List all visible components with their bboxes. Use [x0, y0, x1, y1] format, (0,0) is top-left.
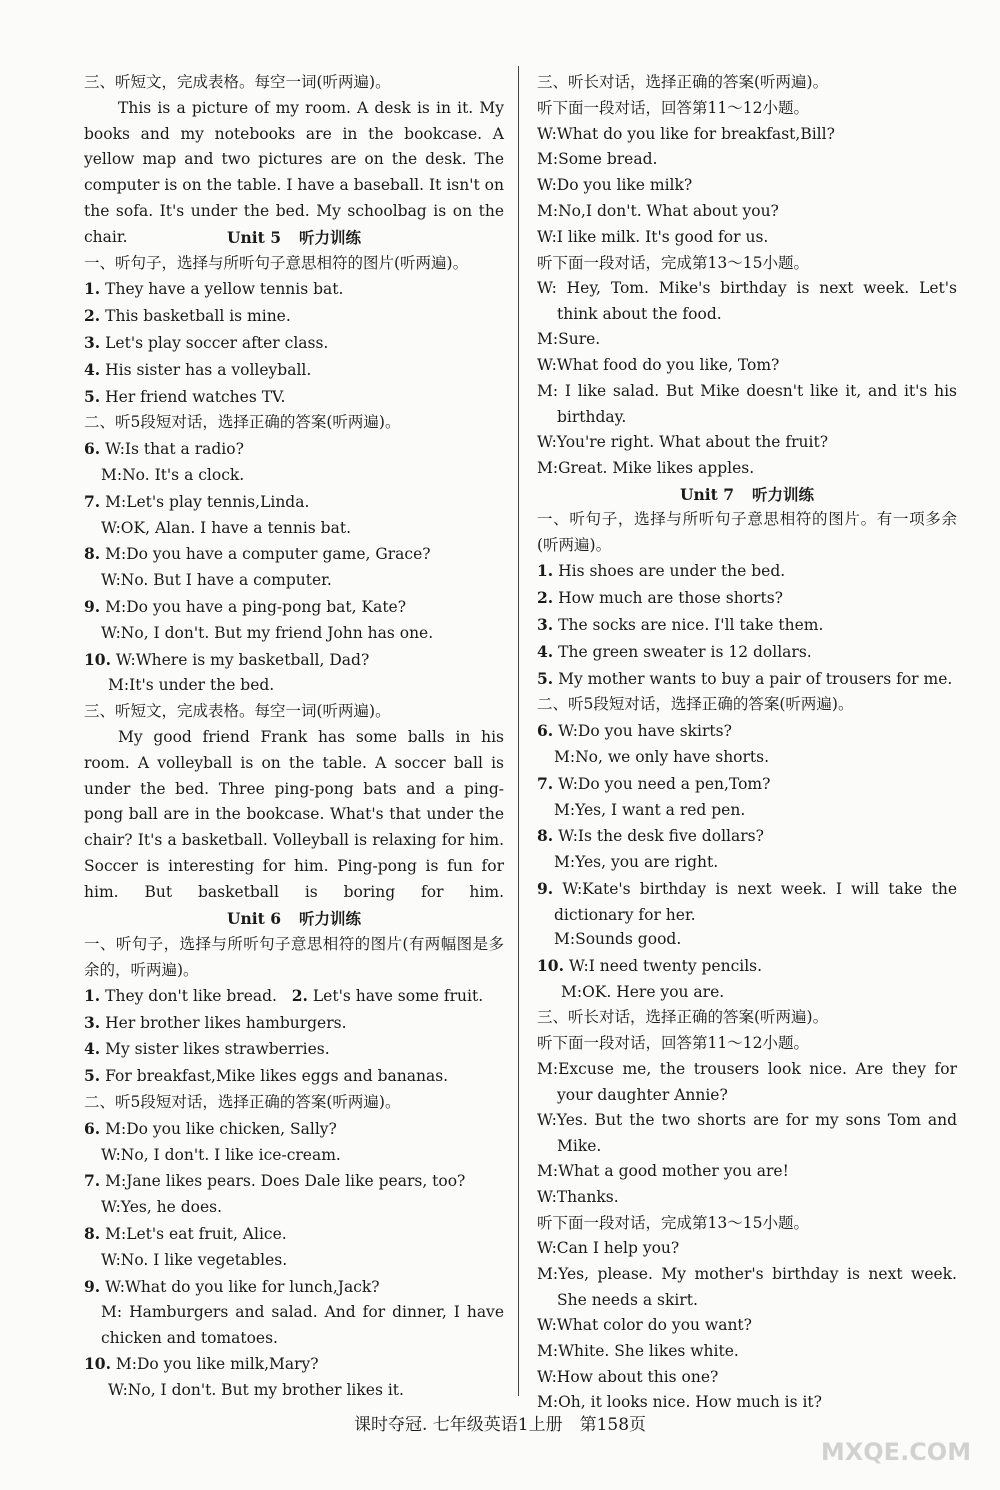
dialogue-line: M:White. She likes white.	[537, 1341, 739, 1360]
dialogue-line: M:No, we only have shorts.	[554, 747, 770, 766]
list-item: 6. W:Do you have skirts?	[537, 721, 732, 741]
list-item: 8. M:Do you have a computer game, Grace?	[84, 544, 431, 564]
dialogue-line: M:OK. Here you are.	[561, 982, 725, 1001]
dialogue-line: M:What a good mother you are!	[537, 1161, 789, 1180]
section-heading: 三、听长对话，选择正确的答案(听两遍)。	[537, 73, 829, 91]
list-item: 3. Her brother likes hamburgers.	[84, 1012, 347, 1032]
section-heading: 二、听5段短对话，选择正确的答案(听两遍)。	[537, 695, 854, 714]
dialogue-line: W:What do you like for breakfast,Bill?	[537, 124, 835, 143]
dialogue-line: M: I like salad. But Mike doesn't like it, and it's his birthday.	[537, 381, 957, 426]
column-divider	[518, 66, 519, 1396]
list-item: 7. W:Do you need a pen,Tom?	[537, 773, 771, 793]
page-footer: 课时夺冠. 七年级英语1上册 第158页	[353, 1415, 647, 1435]
dialogue-line: M:Sure.	[537, 330, 601, 349]
right-column	[537, 70, 957, 1416]
section-heading: 三、听长对话，选择正确的答案(听两遍)。	[537, 1008, 829, 1027]
sub-instruction: 听下面一段对话，回答第11～12小题。	[537, 1034, 809, 1053]
sub-instruction: 听下面一段对话，完成第13～15小题。	[537, 1213, 809, 1232]
list-item: 8. W:Is the desk five dollars?	[537, 826, 764, 846]
watermark-logo	[806, 1402, 986, 1474]
list-item: 1. They have a yellow tennis bat.	[84, 279, 344, 299]
section-heading: 二、听5段短对话，选择正确的答案(听两遍)。	[84, 413, 401, 432]
dialogue-line: W:How about this one?	[537, 1367, 719, 1386]
dialogue-line: W:No. But I have a computer.	[101, 571, 332, 590]
dialogue-line: W: Hey, Tom. Mike's birthday is next week. Let's think about the food.	[537, 279, 957, 324]
dialogue-line: W:No, I don't. But my friend John has one.	[101, 623, 434, 642]
dialogue-line: W:No, I don't. I like ice-cream.	[101, 1145, 341, 1164]
list-item: 10. M:Do you like milk,Mary?	[84, 1354, 319, 1374]
list-item: 7. M:Jane likes pears. Does Dale like pears, too?	[84, 1171, 466, 1191]
list-item: 1. His shoes are under the bed.	[537, 561, 786, 581]
sub-instruction: 听下面一段对话，回答第11～12小题。	[537, 98, 809, 117]
dialogue-line: M:Yes, I want a red pen.	[554, 800, 746, 819]
dialogue-line: W:Yes, he does.	[101, 1198, 223, 1217]
list-item: 5. For breakfast,Mike likes eggs and bananas.	[84, 1066, 449, 1086]
sub-instruction: 听下面一段对话，完成第13～15小题。	[537, 253, 809, 272]
dialogue-line: W:No, I don't. But my brother likes it.	[108, 1381, 404, 1400]
list-item: 4. My sister likes strawberries.	[84, 1039, 330, 1059]
section-heading: 一、听句子，选择与所听句子意思相符的图片(听两遍)。	[84, 253, 469, 272]
dialogue-line: M:No,I don't. What about you?	[537, 201, 779, 220]
svg-text:MXQE.COM: MXQE.COM	[820, 1438, 972, 1466]
list-item: 9. W:Kate's birthday is next week. I will take the dictionary for her.	[537, 878, 957, 924]
dialogue-line: M:Sounds good.	[554, 929, 682, 948]
dialogue-line: M:Some bread.	[537, 150, 658, 169]
list-item: 10. W:I need twenty pencils.	[537, 955, 763, 975]
list-item: 8. M:Let's eat fruit, Alice.	[84, 1223, 287, 1243]
section-heading: 一、听句子，选择与所听句子意思相符的图片。有一项多余(听两遍)。	[537, 510, 957, 555]
list-item: 4. The green sweater is 12 dollars.	[537, 641, 812, 661]
list-item: 5. My mother wants to buy a pair of trousers for me.	[537, 668, 953, 688]
dialogue-line: W:What food do you like, Tom?	[537, 356, 780, 375]
list-item: 2. How much are those shorts?	[537, 588, 783, 608]
list-item: 9. W:What do you like for lunch,Jack?	[84, 1276, 380, 1296]
dialogue-line: W:Do you like milk?	[537, 176, 693, 195]
unit-heading: Unit 5 听力训练	[226, 227, 362, 247]
section-heading: 三、听短文，完成表格。每空一词(听两遍)。	[84, 702, 391, 721]
dialogue-line: W:No. I like vegetables.	[101, 1250, 288, 1269]
dialogue-line: M: Hamburgers and salad. And for dinner, I have chicken and tomatoes.	[101, 1303, 504, 1348]
dialogue-line: W:Can I help you?	[537, 1239, 680, 1258]
list-item: 6. W:Is that a radio?	[84, 439, 244, 459]
list-item: 7. M:Let's play tennis,Linda.	[84, 491, 310, 511]
dialogue-line: M:Yes, please. My mother's birthday is next week. She needs a skirt.	[537, 1265, 957, 1309]
unit-heading: Unit 6 听力训练	[226, 908, 362, 928]
section-heading: 一、听句子，选择与所听句子意思相符的图片(有两幅图是多余的，听两遍)。	[84, 934, 504, 979]
section-heading: 三、听短文，完成表格。每空一词(听两遍)。	[84, 73, 391, 91]
dialogue-line: W:What color do you want?	[537, 1316, 752, 1335]
dialogue-line: W:I like milk. It's good for us.	[537, 227, 769, 246]
dialogue-line: W:Yes. But the two shorts are for my sons Tom and Mike.	[537, 1110, 957, 1155]
dialogue-line: M:Great. Mike likes apples.	[537, 458, 755, 477]
dialogue-line: M:Excuse me, the trousers look nice. Are they for your daughter Annie?	[537, 1059, 957, 1104]
list-item: 6. M:Do you like chicken, Sally?	[84, 1118, 337, 1138]
list-item: 3. The socks are nice. I'll take them.	[537, 614, 824, 634]
list-item: 1. They don't like bread. 2. Let's have some fruit.	[84, 985, 484, 1005]
list-item: 3. Let's play soccer after class.	[84, 332, 329, 352]
dialogue-line: W:Thanks.	[537, 1187, 619, 1206]
dialogue-line: W:You're right. What about the fruit?	[537, 432, 829, 451]
dialogue-line: M:It's under the bed.	[108, 676, 275, 695]
list-item: 9. M:Do you have a ping-pong bat, Kate?	[84, 596, 407, 616]
dialogue-line: M:Yes, you are right.	[554, 853, 719, 872]
dialogue-line: W:OK, Alan. I have a tennis bat.	[101, 518, 351, 537]
list-item: 2. This basketball is mine.	[84, 306, 291, 326]
list-item: 4. His sister has a volleyball.	[84, 359, 312, 379]
passage: This is a picture of my room. A desk is in it. My books and my notebooks are in the bookcase. A yellow map and two pictures are on the desk. The computer is on the table. I have a baseball. It isn't on the sofa. It's under the bed. My schoolbag is on the chair.	[84, 98, 504, 246]
left-column	[84, 70, 504, 1404]
list-item: 10. W:Where is my basketball, Dad?	[84, 649, 370, 669]
unit-heading: Unit 7 听力训练	[679, 484, 815, 504]
section-heading: 二、听5段短对话，选择正确的答案(听两遍)。	[84, 1092, 401, 1111]
dialogue-line: M:No. It's a clock.	[101, 465, 245, 484]
passage: My good friend Frank has some balls in his room. A volleyball is on the table. A soccer ball is under the bed. Three ping-pong bats and a ping-pong ball are in the bookcase. What's that under the chair? It's a basketball. Volleyball is relaxing for him. Soccer is interesting for him. Ping-pong is fun for him. But basketball is boring for him.	[84, 727, 504, 901]
list-item: 5. Her friend watches TV.	[84, 386, 286, 406]
dialogue-line: M:Oh, it looks nice. How much is it?	[537, 1393, 822, 1412]
